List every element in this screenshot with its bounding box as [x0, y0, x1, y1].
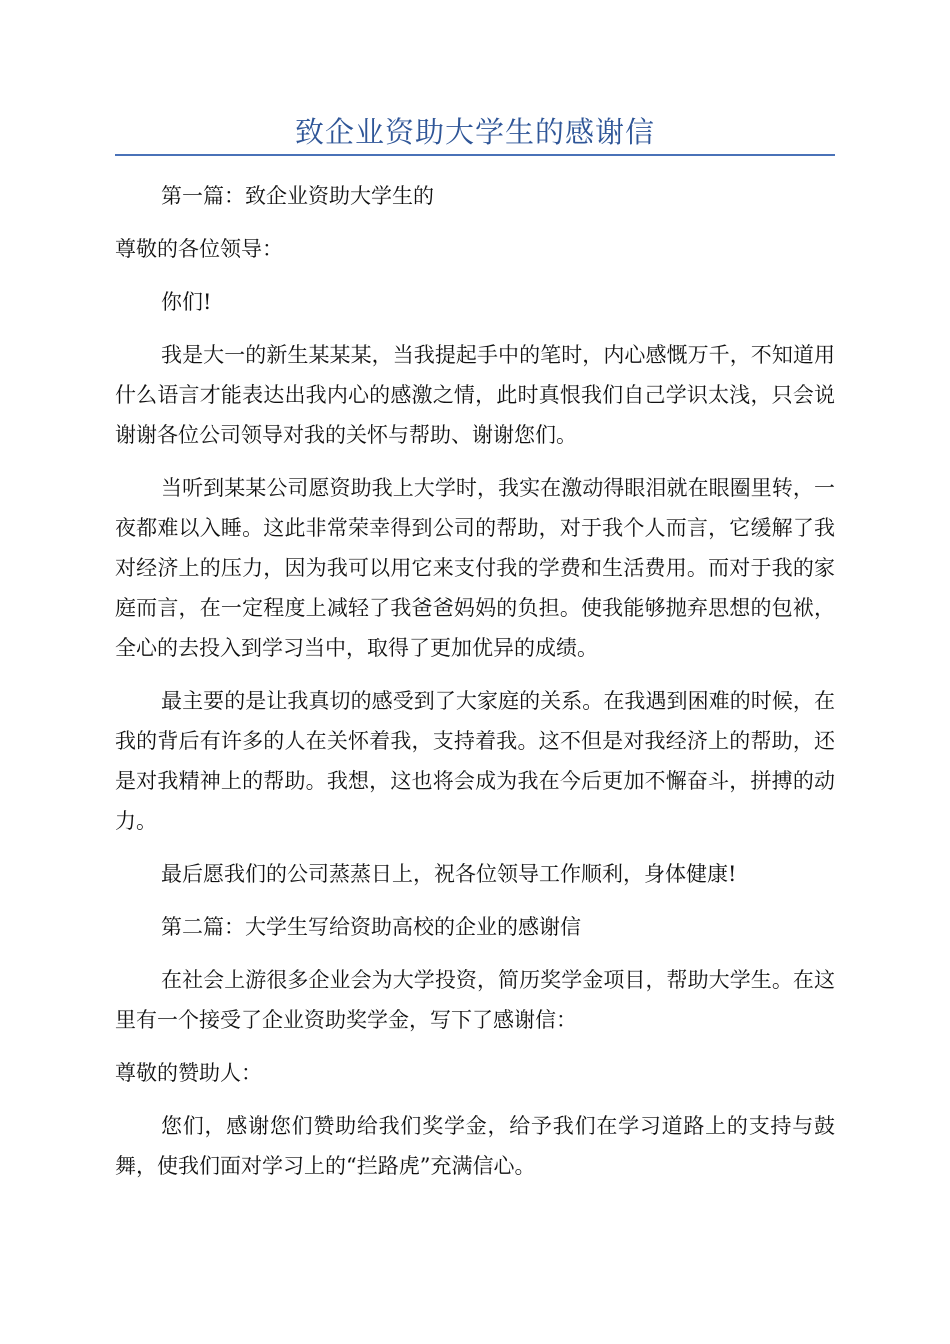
paragraph: 第二篇：大学生写给资助高校的企业的感谢信 — [161, 915, 581, 939]
paragraph: 尊敬的赞助人： — [115, 1061, 262, 1085]
paragraph: 在社会上游很多企业会为大学投资，简历奖学金项目，帮助大学生。在这里有一个接受了企业资助奖学金，写下了感谢信： — [115, 968, 835, 1032]
paragraph: 尊敬的各位领导： — [115, 237, 283, 261]
title-underline — [115, 154, 835, 156]
paragraph: 最主要的是让我真切的感受到了大家庭的关系。在我遇到困难的时候，在我的背后有许多的人在关怀着我，支持着我。这不但是对我经济上的帮助，还是对我精神上的帮助。我想，这也将会成为我在今后更加不懈奋斗，拼搏的动力。 — [115, 689, 835, 833]
paragraph: 最后愿我们的公司蒸蒸日上，祝各位领导工作顺利，身体健康! — [161, 862, 737, 886]
paragraph: 当听到某某公司愿资助我上大学时，我实在激动得眼泪就在眼圈里转，一夜都难以入睡。这此非常荣幸得到公司的帮助，对于我个人而言，它缓解了我对经济上的压力，因为我可以用它来支付我的学费和生活费用。而对于我的家庭而言，在一定程度上减轻了我爸爸妈妈的负担。使我能够抛弃思想的包袱，全心的去投入到学习当中，取得了更加优异的成绩。 — [115, 476, 835, 660]
paragraph: 我是大一的新生某某某，当我提起手中的笔时，内心感慨万千，不知道用什么语言才能表达出我内心的感激之情，此时真恨我们自己学识太浅，只会说谢谢各位公司领导对我的关怀与帮助、谢谢您们。 — [115, 343, 835, 447]
paragraph: 第一篇：致企业资助大学生的 — [161, 184, 434, 208]
document-title: 致企业资助大学生的感谢信 — [294, 115, 655, 149]
paragraph: 您们，感谢您们赞助给我们奖学金，给予我们在学习道路上的支持与鼓舞，使我们面对学习上的“拦路虎”充满信心。 — [115, 1114, 835, 1178]
paragraph: 你们! — [161, 290, 212, 314]
document-body — [115, 176, 835, 1199]
